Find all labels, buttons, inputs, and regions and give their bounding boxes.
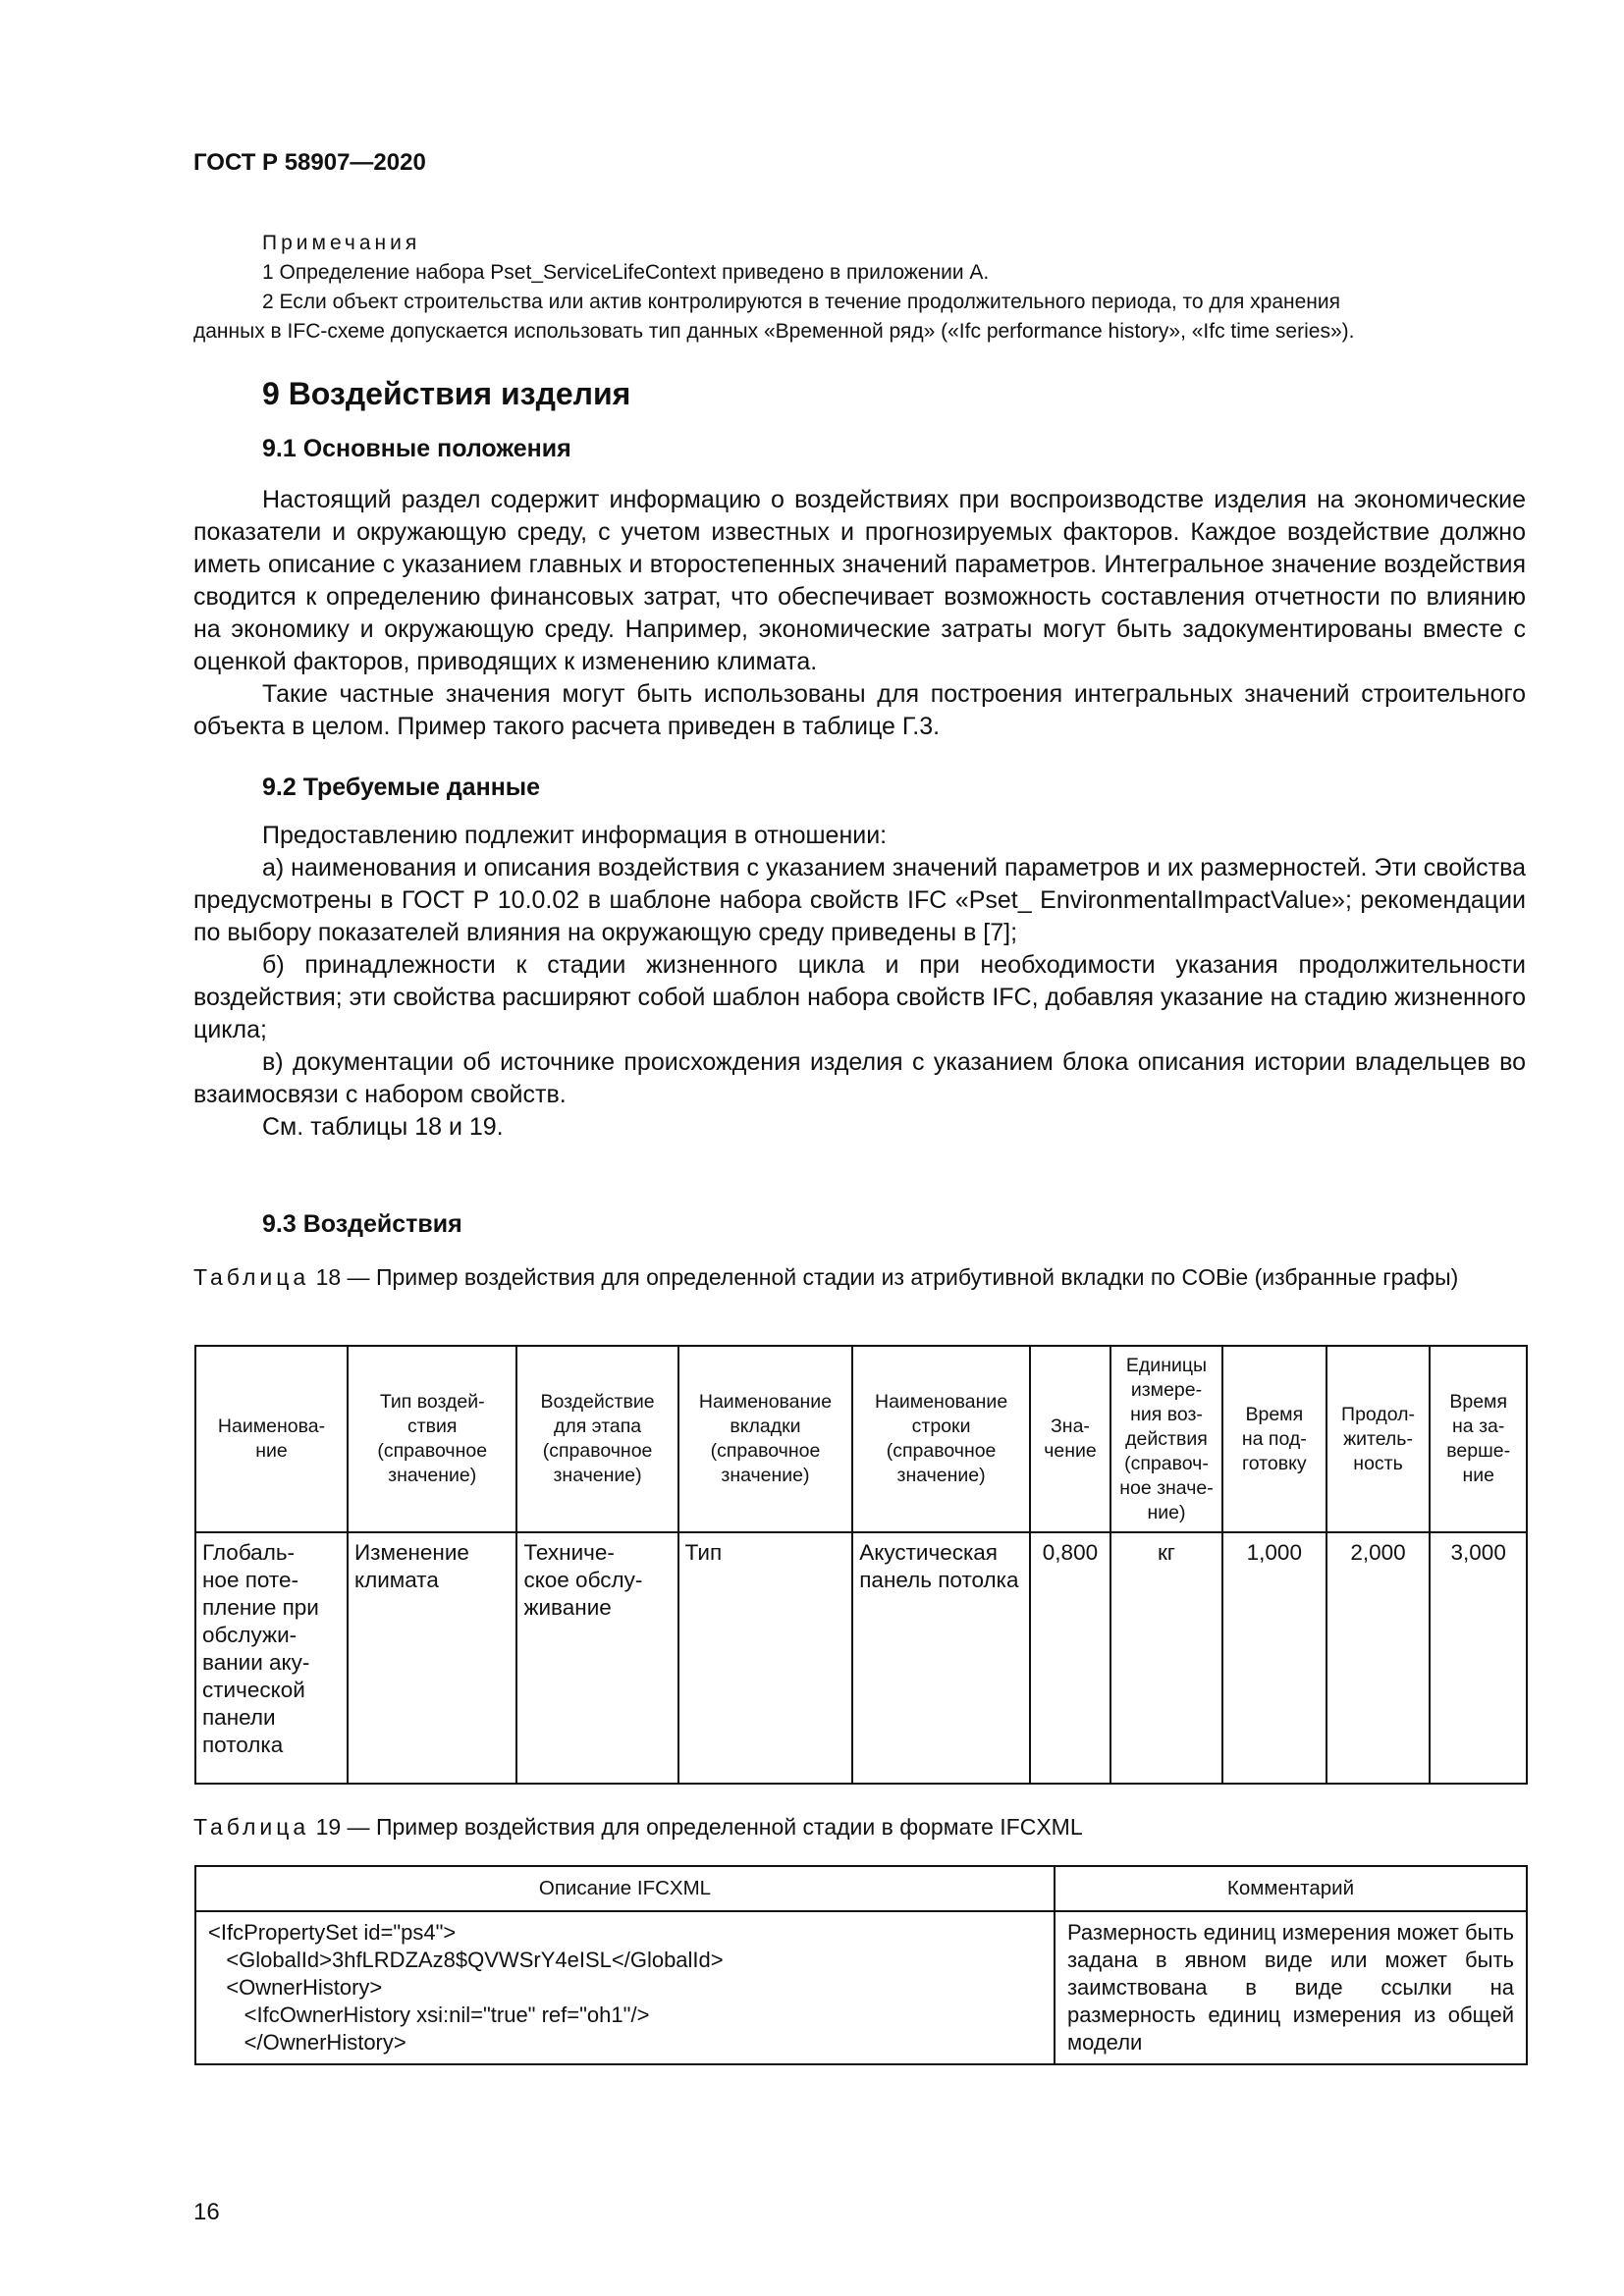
table-header: Воздействие для этапа (справочное значение): [516, 1346, 677, 1532]
table-header: Комментарий: [1055, 1866, 1527, 1911]
code-line: </OwnerHistory>: [208, 2030, 406, 2055]
code-line: <IfcPropertySet id="ps4">: [208, 1920, 457, 1945]
table-header: Наименова- ние: [195, 1346, 348, 1532]
table-cell: Глобаль- ное поте- пление при обслужи- вании аку- стической панели потолка: [195, 1532, 348, 1784]
table-cell: Тип: [678, 1532, 853, 1784]
notes-title: Примечания: [262, 232, 421, 254]
table-18: [194, 1345, 1528, 1785]
paragraph: См. таблицы 18 и 19.: [262, 1113, 504, 1141]
table-19-caption: Таблица 19 — Пример воздействия для определенной стадии в формате IFCXML: [193, 1814, 1083, 1840]
list-item-c: в) документации об источнике происхождения изделия с указанием блока описания истории владельцев во взаимосвязи с набором свойств.: [193, 1048, 1526, 1108]
table-cell: кг: [1110, 1532, 1222, 1784]
table-header-row: [195, 1346, 1527, 1532]
table-header: Описание IFCXML: [195, 1866, 1055, 1911]
table-header: Время на за- верше- ние: [1430, 1346, 1527, 1532]
table-header-row: [195, 1866, 1527, 1911]
code-line: <GlobalId>3hfLRDZAz8$QVWSrY4eISL</GlobalId>: [208, 1948, 724, 1972]
table-header: Наименование строки (справочное значение): [852, 1346, 1030, 1532]
table-cell: 2,000: [1326, 1532, 1431, 1784]
section-9-2-title: 9.2 Требуемые данные: [262, 774, 541, 801]
table-cell: Техниче- ское обслу- живание: [516, 1532, 677, 1784]
table-header: Продол- житель- ность: [1326, 1346, 1431, 1532]
table-row: [195, 1911, 1527, 2064]
note-1: 1 Определение набора Pset_ServiceLifeContext приведено в приложении А.: [262, 261, 990, 284]
section-9-2-text: [193, 820, 1526, 1144]
table-cell: Акустическая панель потолка: [852, 1532, 1030, 1784]
paragraph: Настоящий раздел содержит информацию о воздействиях при воспроизводстве изделия на экономические показатели и окружающую среду, с учетом известных и прогнозируемых факторов. Каждое воздействие должно иметь описание с указанием главных и второстепенных значений параметров. Интегральное значение воздействия сводится к определению финансовых затрат, что обеспечивает возможность составления отчетности по влиянию на экономику и окружающую среду. Например, экономические затраты могут быть задокументированы вместе с оценкой факторов, приводящих к изменению климата.: [193, 486, 1526, 675]
table-cell: 0,800: [1030, 1532, 1110, 1784]
code-line: <IfcOwnerHistory xsi:nil="true" ref="oh1"/>: [208, 2002, 650, 2027]
table-header: Тип воздей- ствия (справочное значение): [348, 1346, 516, 1532]
paragraph: Такие частные значения могут быть использованы для построения интегральных значений строительного объекта в целом. Пример такого расчета приведен в таблице Г.3.: [193, 680, 1526, 740]
table-cell: 1,000: [1222, 1532, 1326, 1784]
section-9-3-title: 9.3 Воздействия: [262, 1210, 462, 1238]
document-header: ГОСТ Р 58907—2020: [193, 149, 426, 176]
note-2-line-1: 2 Если объект строительства или актив контролируются в течение продолжительного периода, то для хранения: [262, 291, 1340, 313]
page-number: 16: [193, 2199, 220, 2225]
section-9-title: 9 Воздействия изделия: [262, 376, 631, 411]
paragraph: Предоставлению подлежит информация в отношении:: [262, 822, 888, 849]
ifcxml-code-cell: [195, 1911, 1055, 2064]
section-9-1-text: [193, 484, 1526, 743]
list-item-a: а) наименования и описания воздействия с указанием значений параметров и их размерностей. Эти свойства предусмотрены в ГОСТ Р 10.0.02 в шаблоне набора свойств IFC «Pset_ EnvironmentalImpactValue»; рекомендации по выбору показателей влияния на окружающую среду приведены в [7];: [193, 854, 1526, 946]
table-cell: 3,000: [1430, 1532, 1527, 1784]
table-18-caption: Таблица 18 — Пример воздействия для определенной стадии из атрибутивной вкладки по COBie (избранные графы): [193, 1264, 1459, 1290]
list-item-b: б) принадлежности к стадии жизненного цикла и при необходимости указания продолжительности воздействия; эти свойства расширяют собой шаблон набора свойств IFC, добавляя указание на стадию жизненного цикла;: [193, 951, 1526, 1043]
notes-block: [193, 229, 1529, 347]
code-line: <OwnerHistory>: [208, 1975, 383, 2000]
table-cell: Изменение климата: [348, 1532, 516, 1784]
comment-cell: Размерность единиц измерения может быть задана в явном виде или может быть заимствована в виде ссылки на размерность единиц измерения из общей модели: [1055, 1911, 1527, 2064]
section-9-1-title: 9.1 Основные положения: [262, 435, 571, 462]
note-2-line-2: данных в IFC-схеме допускается использовать тип данных «Временной ряд» («Ifc performance history», «Ifc time series»).: [193, 320, 1355, 343]
table-header: Зна- чение: [1030, 1346, 1110, 1532]
table-header: Время на под- готовку: [1222, 1346, 1326, 1532]
table-header: Наименование вкладки (справочное значение): [678, 1346, 853, 1532]
table-header: Единицы измере- ния воз- действия (справоч- ное значе- ние): [1110, 1346, 1222, 1532]
table-row: [195, 1532, 1527, 1784]
table-19: [194, 1865, 1528, 2065]
